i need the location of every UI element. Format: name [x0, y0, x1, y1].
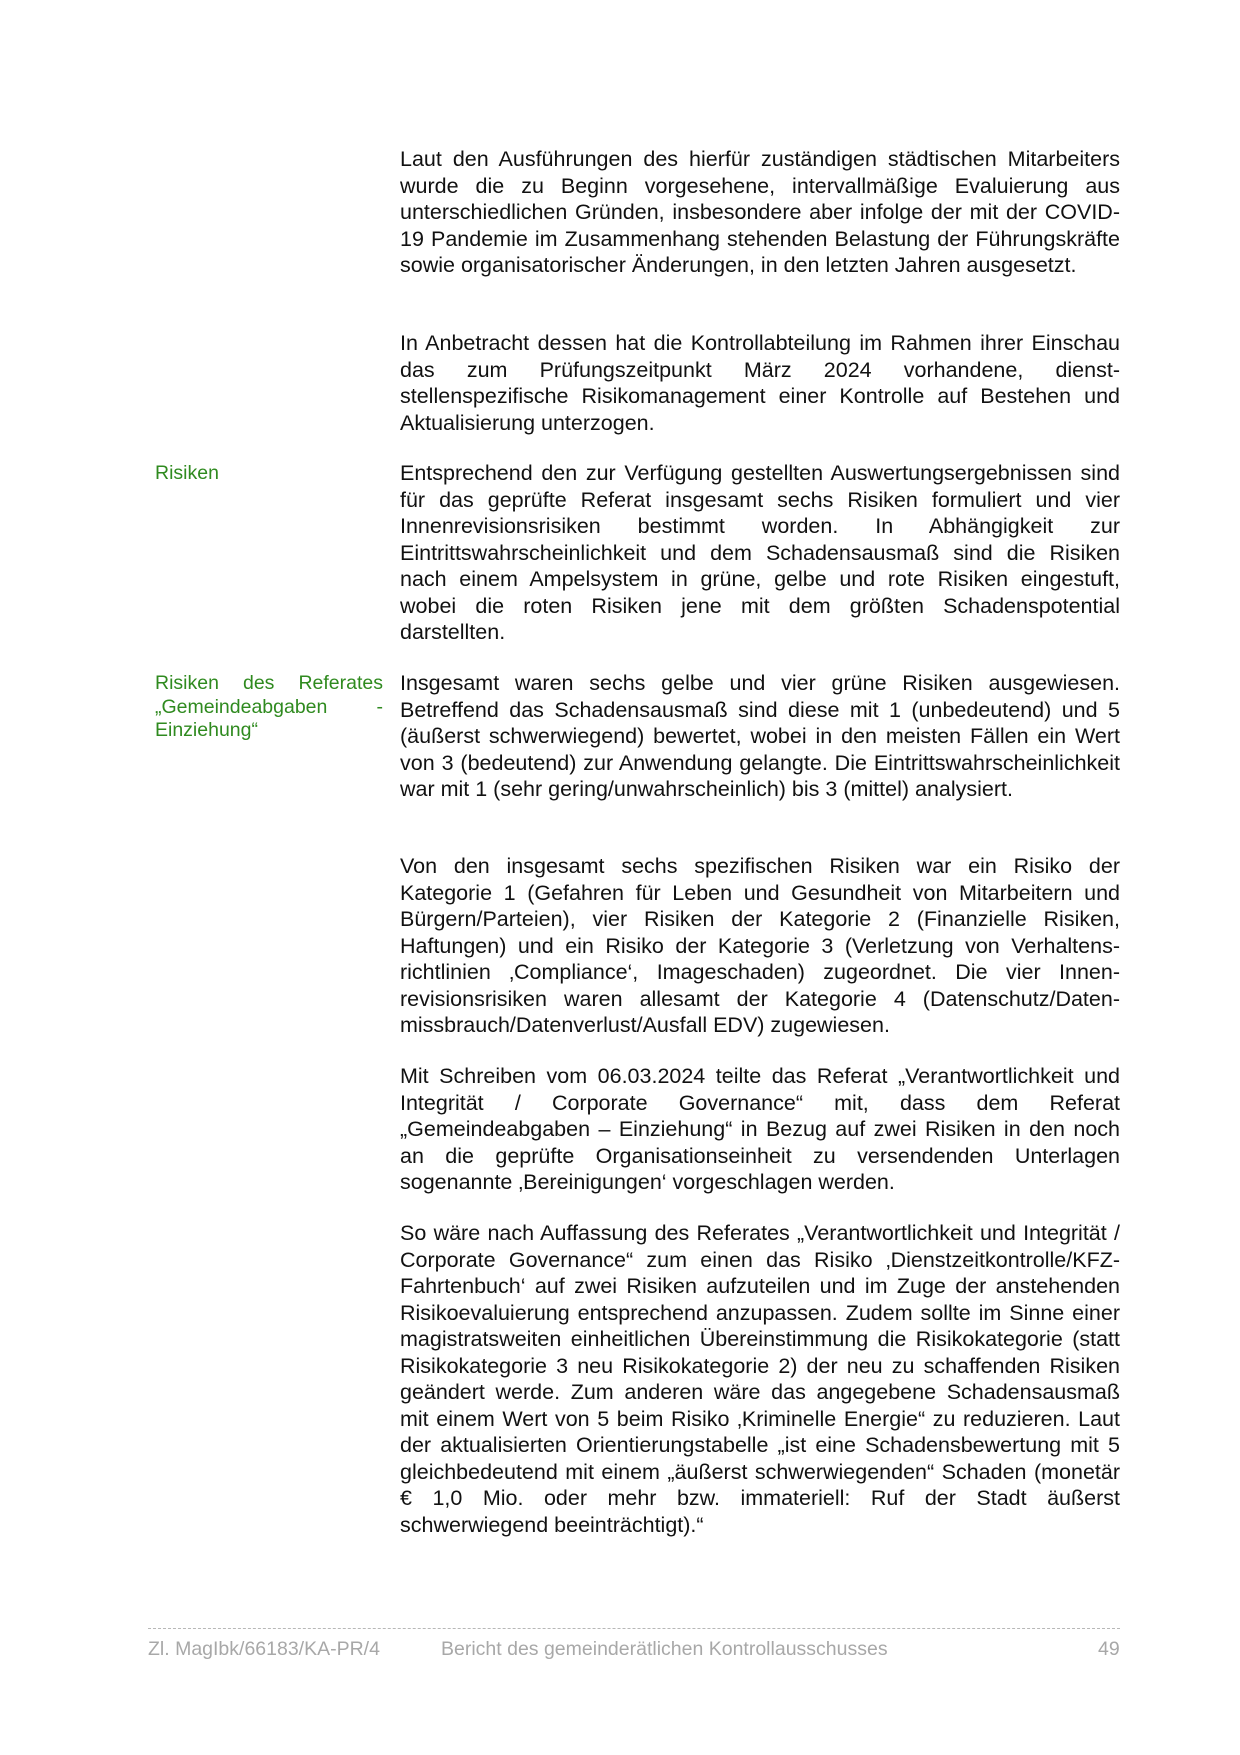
footer-title: Bericht des gemeinderätlichen Kontrollausschusses: [441, 1638, 888, 1660]
margin-note-risiken-referat: Risiken des Referates „Gemeindeabgaben - Einziehung“: [155, 672, 383, 741]
paragraph-auswertung: Entsprechend den zur Verfügung gestellten Auswertungsergebnissen sind für das geprüfte Referat insgesamt sechs Risiken formuliert und vier Innenrevisionsrisiken bestimmt worden. In Abhängigkeit zur Eintrittswahrscheinlichkeit und dem Schadensausmaß sind die Risiken nach einem Ampelsystem in grüne, gelbe und rote Risiken eingestuft, wobei die roten Risiken jene mit dem größten Schadenspotential darstellten.: [400, 461, 1120, 644]
paragraph-ampelsystem: Insgesamt waren sechs gelbe und vier grüne Risiken ausgewiesen. Betreffend das Schadensausmaß sind diese mit 1 (unbedeutend) und 5 (äußerst schwerwiegend) bewertet, wobei in den meisten Fällen ein Wert von 3 (bedeutend) zur Anwendung gelangte. Die Eintrittswahrscheinlichkeit war mit 1 (sehr gering/unwahrscheinlich) bis 3 (mittel) analysiert.: [400, 671, 1120, 801]
footer-reference: Zl. MagIbk/66183/KA-PR/4: [148, 1638, 380, 1660]
paragraph-evaluierung: Laut den Ausführungen des hierfür zuständigen städtischen Mitarbeiters wurde die zu Beginn vorgesehene, intervallmäßige Evaluierung aus unterschiedlichen Gründen, insbesondere aber infolge der mit der COVID-19 Pandemie im Zusammenhang stehenden Belastung der Führungskräfte sowie organisatorischer Änderungen, in den letzten Jahren ausgesetzt.: [400, 147, 1120, 277]
page-number: 49: [1098, 1638, 1120, 1660]
margin-note-risiken: Risiken: [155, 462, 219, 484]
paragraph-kontrolle: In Anbetracht dessen hat die Kontrollabteilung im Rahmen ihrer Einschau das zum Prüfungszeitpunkt März 2024 vorhandene, dienststellenspezifische Risikomanagement einer Kontrolle auf Bestehen und Aktualisierung unterzogen.: [400, 331, 1120, 435]
paragraph-kategorien: Von den insgesamt sechs spezifischen Risiken war ein Risiko der Kategorie 1 (Gefahren für Leben und Gesundheit von Mitarbeitern und Bürgern/Parteien), vier Risiken der Kategorie 2 (Finanzielle Risiken, Haftungen) und ein Risiko der Kategorie 3 (Verletzung von Verhaltensrichtlinien ‚Compliance‘, Imageschaden) zugeordnet. Die vier Innenrevisionsrisiken waren allesamt der Kategorie 4 (Datenschutz/Datenmissbrauch/Datenverlust/Ausfall EDV) zugewiesen.: [400, 854, 1120, 1037]
paragraph-schreiben: Mit Schreiben vom 06.03.2024 teilte das Referat „Verantwortlichkeit und Integrität / Corporate Governance“ mit, dass dem Referat „Gemeindeabgaben – Einziehung“ in Bezug auf zwei Risiken in den noch an die geprüfte Organisationseinheit zu versendenden Unterlagen sogenannte ‚Bereinigungen‘ vorgeschlagen werden.: [400, 1064, 1120, 1194]
footer-divider: [148, 1628, 1120, 1629]
paragraph-bereinigungen: So wäre nach Auffassung des Referates „Verantwortlichkeit und Integrität / Corporate Governance“ zum einen das Risiko ‚Dienstzeitkontrolle/KFZ-Fahrtenbuch‘ auf zwei Risiken aufzuteilen und im Zuge der anstehenden Risikoevaluierung entsprechend anzupassen. Zudem sollte im Sinne einer magistratsweiten einheitlichen Übereinstimmung die Risikokategorie (statt Risikokategorie 3 neu Risikokategorie 2) der neu zu schaffenden Risiken geändert werde. Zum anderen wäre das angegebene Schadensausmaß mit einem Wert von 5 beim Risiko ‚Kriminelle Energie“ zu reduzieren. Laut der aktualisierten Orientierungstabelle „ist eine Schadensbewertung mit 5 gleichbedeutend mit einem „äußerst schwerwiegenden“ Schaden (monetär € 1,0 Mio. oder mehr bzw. immateriell: Ruf der Stadt äußerst schwerwiegend beeinträchtigt).“: [400, 1221, 1120, 1537]
